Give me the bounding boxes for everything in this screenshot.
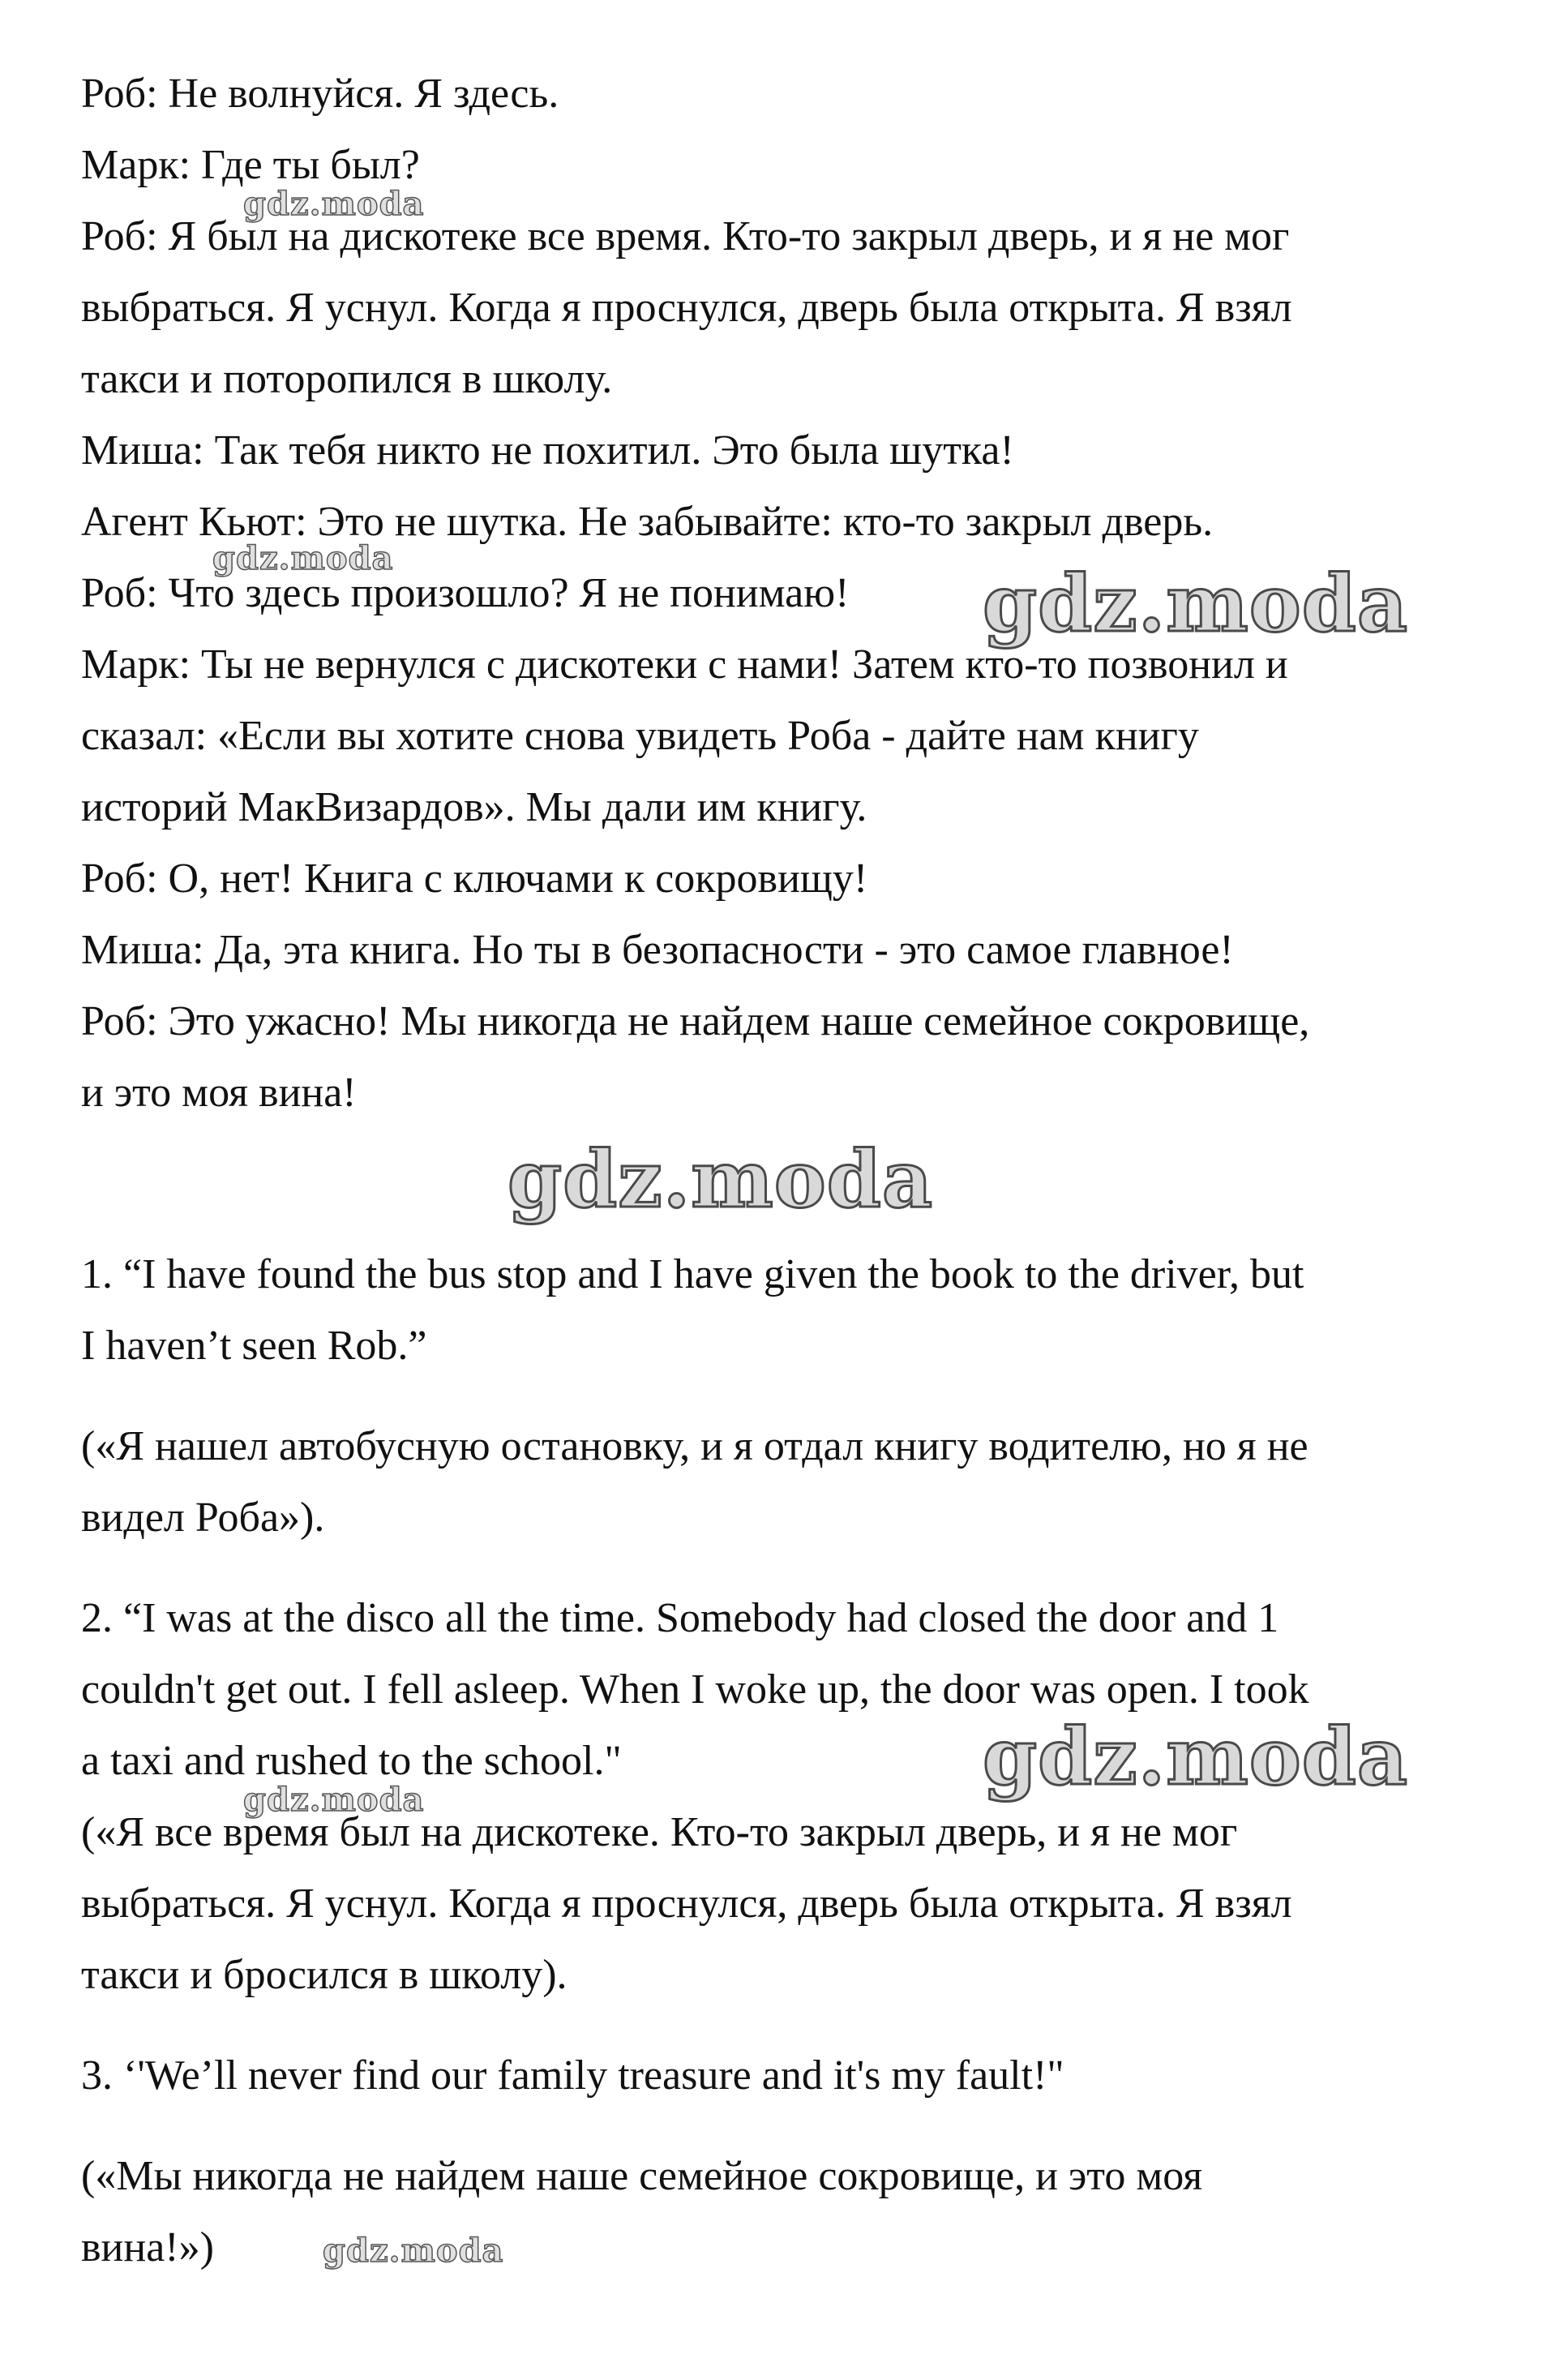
translation-line: вина!») <box>81 2224 214 2271</box>
quote-line: 2. “I was at the disco all the time. Somebody had closed the door and 1 <box>81 1595 1279 1641</box>
dialogue-line: Роб: Что здесь произошло? Я не понимаю! <box>81 570 850 616</box>
dialogue-line: Марк: Ты не вернулся с дискотеки с нами! Затем кто-то позвонил и <box>81 641 1288 688</box>
dialogue-line: выбраться. Я уснул. Когда я проснулся, дверь была открыта. Я взял <box>81 285 1292 331</box>
paragraph-spacer <box>81 2011 1492 2040</box>
watermark-logo: gdz.moda <box>508 1134 934 1225</box>
answer-item-3 <box>81 2040 1492 2284</box>
quote-line: I haven’t seen Rob.” <box>81 1323 427 1369</box>
translation-line: («Я все время был на дискотеке. Кто-то закрыл дверь, и я не мог <box>81 1809 1238 1855</box>
dialogue-line: историй МакВизардов». Мы дали им книгу. <box>81 784 867 830</box>
dialogue-line: Миша: Так тебя никто не похитил. Это была шутка! <box>81 427 1014 474</box>
translation-line: видел Роба»). <box>81 1494 325 1541</box>
watermark-logo: gdz.moda <box>983 558 1409 650</box>
paragraph-spacer <box>81 1382 1492 1411</box>
dialogue-line: сказал: «Если вы хотите снова увидеть Роба - дайте нам книгу <box>81 713 1199 759</box>
dialogue-line: Марк: Где ты был? <box>81 142 420 188</box>
dialogue-line: такси и поторопился в школу. <box>81 356 613 402</box>
dialogue-line: и это моя вина! <box>81 1070 357 1116</box>
quote-line: 1. “I have found the bus stop and I have given the book to the driver, but <box>81 1251 1304 1297</box>
watermark-logo: gdz.moda <box>983 1711 1409 1803</box>
dialogue-line: Миша: Да, эта книга. Но ты в безопасности - это самое главное! <box>81 927 1234 973</box>
translation-line: («Я нашел автобусную остановку, и я отдал книгу водителю, но я не <box>81 1423 1308 1469</box>
quote-line: couldn't get out. I fell asleep. When I woke up, the door was open. I took <box>81 1666 1309 1713</box>
quote-line: a taxi and rushed to the school." <box>81 1738 622 1784</box>
paragraph-spacer <box>81 2112 1492 2141</box>
dialogue-line: Роб: Это ужасно! Мы никогда не найдем наше семейное сокровище, <box>81 998 1310 1044</box>
dialogue-line: Агент Кьют: Это не шутка. Не забывайте: кто-то закрыл дверь. <box>81 499 1214 545</box>
watermark-logo: gdz.moda <box>243 185 425 223</box>
paragraph-spacer <box>81 1554 1492 1583</box>
watermark-logo: gdz.moda <box>323 2232 504 2270</box>
translation-line: («Мы никогда не найдем наше семейное сокровище, и это моя <box>81 2153 1203 2199</box>
dialogue-line: Роб: Не волнуйся. Я здесь. <box>81 71 559 117</box>
watermark-logo: gdz.moda <box>243 1781 425 1819</box>
translation-line: выбраться. Я уснул. Когда я проснулся, дверь была открыта. Я взял <box>81 1880 1292 1927</box>
dialogue-line: Роб: О, нет! Книга с ключами к сокровищу! <box>81 856 868 902</box>
translation-line: такси и бросился в школу). <box>81 1952 567 1998</box>
dialogue-line: Роб: Я был на дискотеке все время. Кто-то закрыл дверь, и я не мог <box>81 213 1290 259</box>
watermark-logo: gdz.moda <box>212 539 394 577</box>
quote-line: 3. ‘'We’ll never find our family treasure and it's my fault!" <box>81 2052 1064 2099</box>
answer-item-1 <box>81 1239 1492 1554</box>
